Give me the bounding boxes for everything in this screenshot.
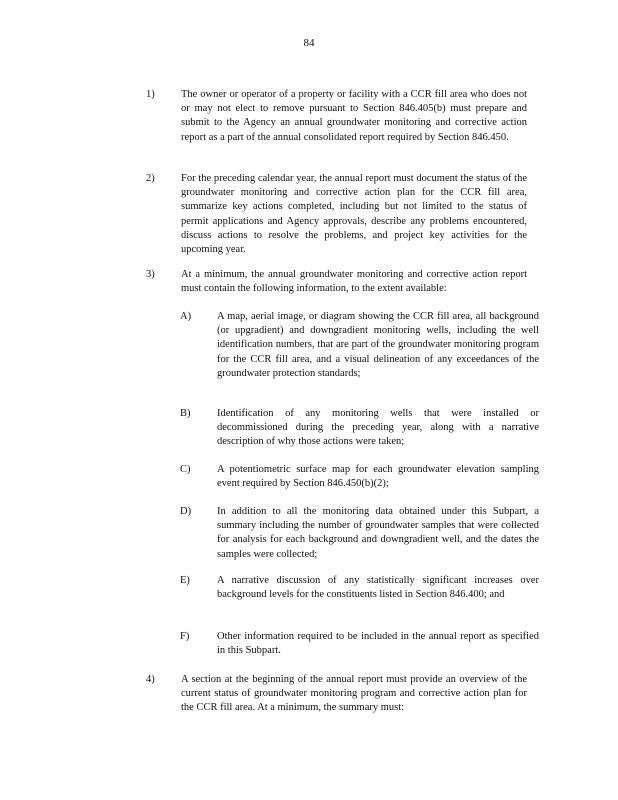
- subparagraph-text: Identification of any monitoring wells that were installed or decommissioned during the preceding year, along with a narrative description of why those actions were taken;: [217, 408, 539, 448]
- subparagraph-letter: F): [180, 631, 190, 642]
- subparagraph-letter: B): [180, 408, 191, 419]
- subparagraph-letter: E): [180, 575, 190, 586]
- paragraph-text: At a minimum, the annual groundwater monitoring and corrective action report must contain the following information, to the extent available:: [181, 269, 527, 295]
- paragraph-number: 4): [146, 674, 155, 685]
- subparagraph-text: A narrative discussion of any statistically significant increases over background levels for the constituents listed in Section 846.400; and: [217, 575, 539, 601]
- subparagraph-letter: C): [180, 464, 191, 475]
- paragraph-text: The owner or operator of a property or facility with a CCR fill area who does not or may not elect to remove pursuant to Section 846.405(b) must prepare and submit to the Agency an annual groundwater monitoring and corrective action report as a part of the annual consolidated report required by Section 846.450.: [181, 89, 527, 143]
- paragraph-text: A section at the beginning of the annual report must provide an overview of the current status of groundwater monitoring program and corrective action plan for the CCR fill area. At a minimum, the summary must:: [181, 674, 527, 714]
- paragraph-number: 2): [146, 173, 155, 184]
- page-number: 84: [303, 37, 315, 49]
- subparagraph-text: A map, aerial image, or diagram showing the CCR fill area, all background (or upgradient) and downgradient monitoring wells, including the well identification numbers, that are part of the groundwater monitoring program for the CCR fill area, and a visual delineation of any exceedances of the groundwater protection standards;: [217, 311, 539, 379]
- paragraph-number: 3): [146, 269, 155, 280]
- subparagraph-text: In addition to all the monitoring data obtained under this Subpart, a summary including the number of groundwater samples that were collected for analysis for each background and downgradient well, and the dates the samples were collected;: [217, 506, 539, 560]
- subparagraph-letter: A): [180, 311, 192, 322]
- subparagraph-text: Other information required to be included in the annual report as specified in this Subpart.: [217, 631, 539, 657]
- subparagraph-letter: D): [180, 506, 192, 517]
- subparagraph-text: A potentiometric surface map for each groundwater elevation sampling event required by Section 846.450(b)(2);: [217, 464, 539, 490]
- paragraph-number: 1): [146, 89, 155, 100]
- paragraph-text: For the preceding calendar year, the annual report must document the status of the groundwater monitoring and corrective action plan for the CCR fill area, summarize key actions completed, including but not limited to the status of permit applications and Agency approvals, describe any problems encountered, discuss actions to resolve the problems, and project key activities for the upcoming year.: [181, 173, 527, 256]
